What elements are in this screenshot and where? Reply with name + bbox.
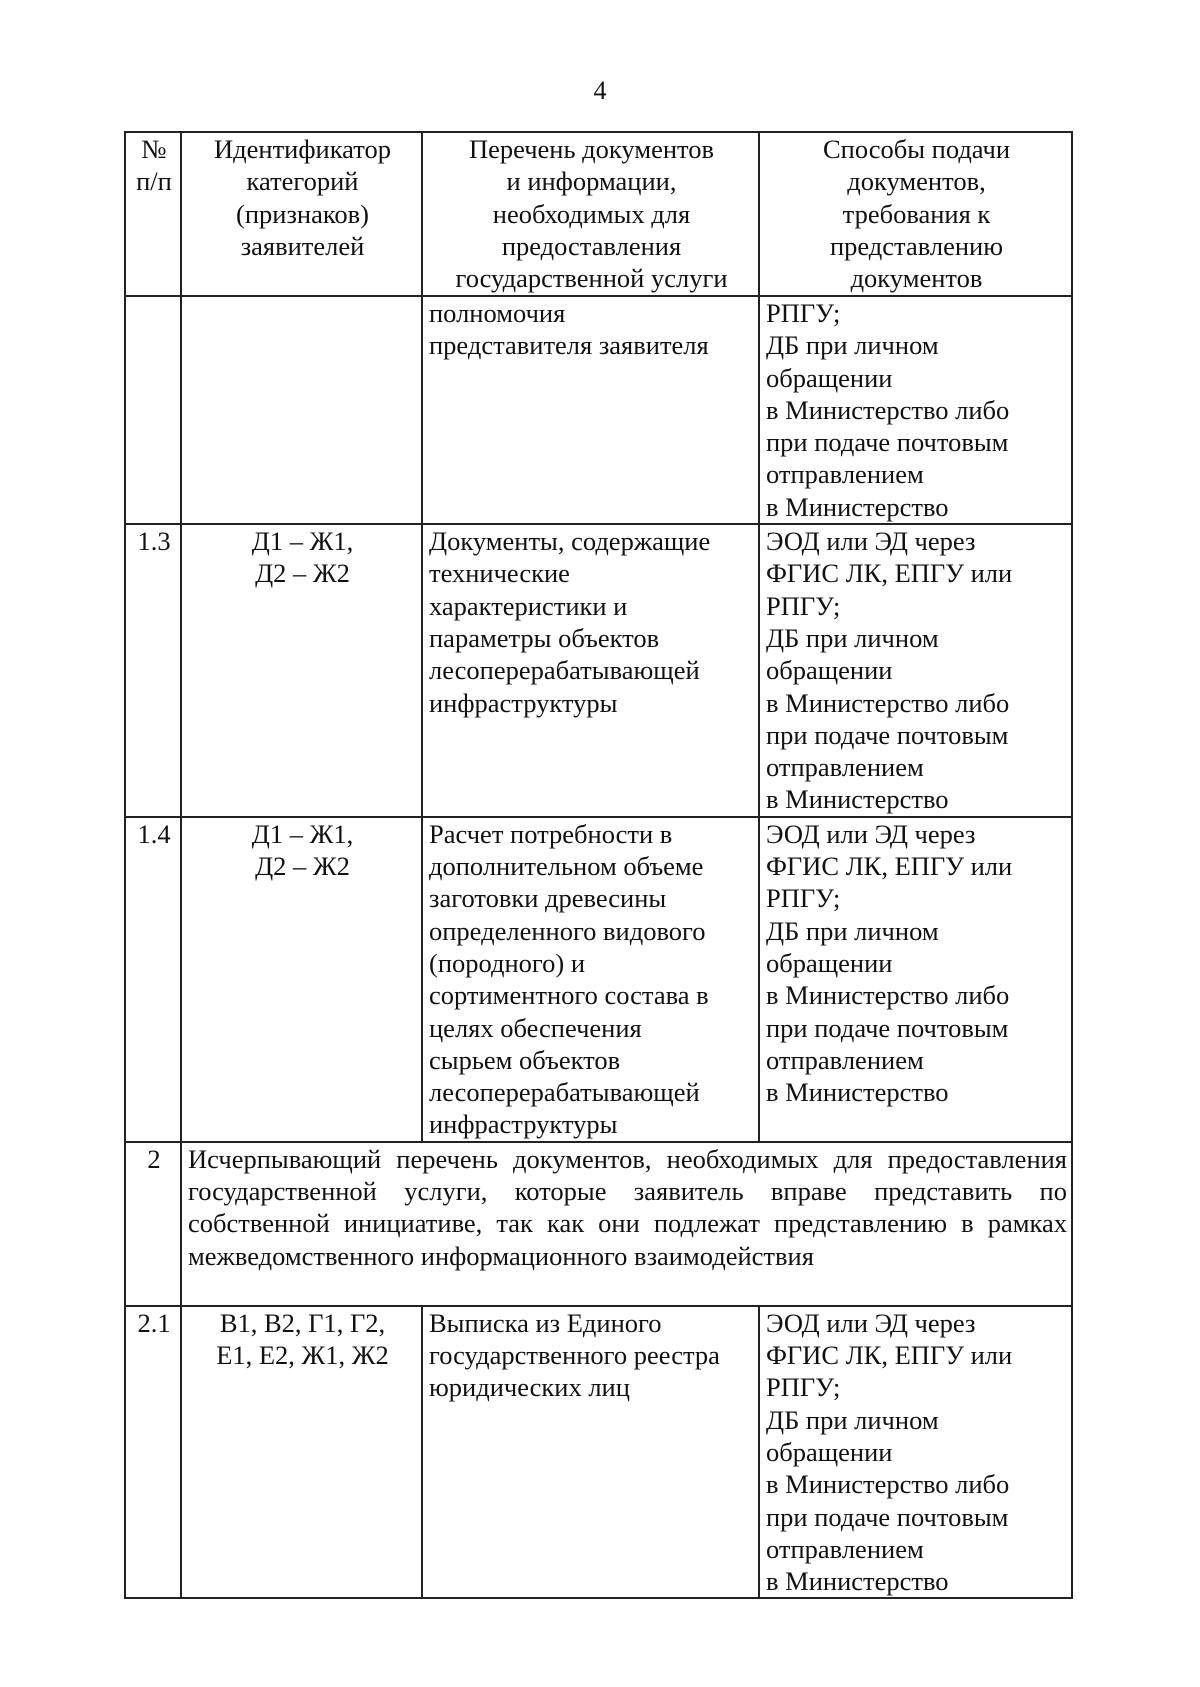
row-identifier [181,296,422,524]
row-identifier: В1, В2, Г1, Г2, Е1, Е2, Ж1, Ж2 [181,1306,422,1599]
header-identifier: Идентификатор категорий (признаков) заявителей [181,132,422,296]
header-num: № п/п [125,132,181,296]
row-identifier: Д1 – Ж1, Д2 – Ж2 [181,817,422,1142]
header-documents: Перечень документов и информации, необходимых для предоставления государственной услуги [422,132,759,296]
row-methods: РПГУ; ДБ при личном обращении в Министерство либо при подаче почтовым отправлением в Министерство [759,296,1072,524]
page-number: 4 [593,76,607,105]
row-identifier: Д1 – Ж1, Д2 – Ж2 [181,524,422,817]
row-documents: Выписка из Единого государственного реестра юридических лиц [422,1306,759,1599]
header-methods: Способы подачи документов, требования к представлению документов [759,132,1072,296]
row-num: 2.1 [125,1306,181,1599]
table-row [125,817,1072,1142]
section-row [125,1142,1072,1306]
section-num: 2 [125,1142,181,1306]
document-table [124,131,1073,1599]
row-documents: Расчет потребности в дополнительном объеме заготовки древесины определенного видового (породного) и сортиментного состава в целях обеспечения сырьем объектов лесоперерабатывающей инфраструктуры [422,817,759,1142]
table-header-row [125,132,1072,296]
row-methods: ЭОД или ЭД через ФГИС ЛК, ЕПГУ или РПГУ; ДБ при личном обращении в Министерство либо при подаче почтовым отправлением в Министерство [759,817,1072,1142]
row-documents: Документы, содержащие технические характеристики и параметры объектов лесоперерабатывающей инфраструктуры [422,524,759,817]
table-row [125,1306,1072,1599]
table-row [125,296,1072,524]
row-methods: ЭОД или ЭД через ФГИС ЛК, ЕПГУ или РПГУ; ДБ при личном обращении в Министерство либо при подаче почтовым отправлением в Министерство [759,1306,1072,1599]
row-num [125,296,181,524]
row-methods: ЭОД или ЭД через ФГИС ЛК, ЕПГУ или РПГУ; ДБ при личном обращении в Министерство либо при подаче почтовым отправлением в Министерство [759,524,1072,817]
row-num: 1.4 [125,817,181,1142]
section-text: Исчерпывающий перечень документов, необходимых для предоставления государственной услуги, которые заявитель вправе представить по собственной инициативе, так как они подлежат представлению в рамках межведомственного информационного взаимодействия [181,1142,1072,1306]
table-row [125,524,1072,817]
row-num: 1.3 [125,524,181,817]
row-documents: полномочия представителя заявителя [422,296,759,524]
